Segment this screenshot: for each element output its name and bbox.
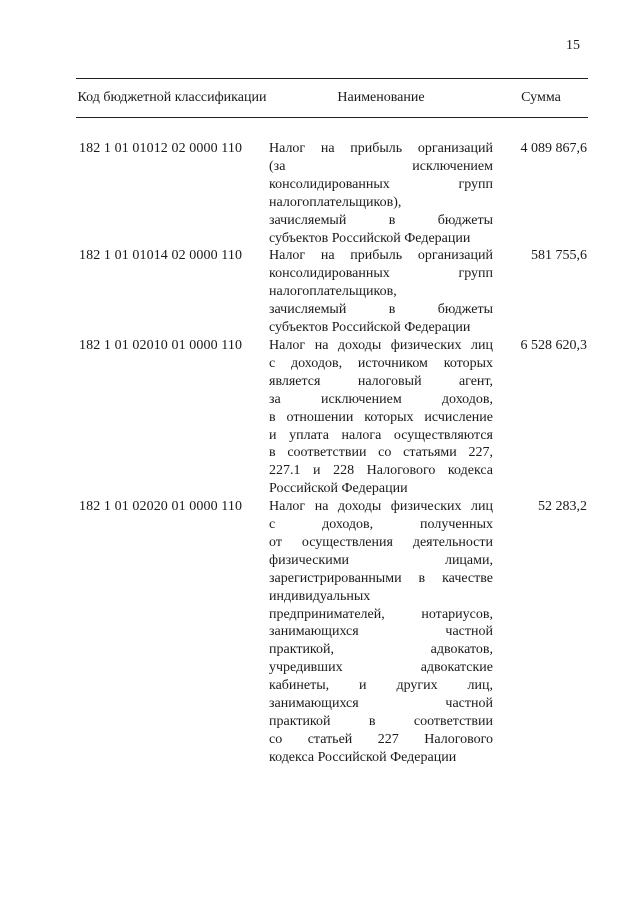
tax-name-line: практикой, адвокатов, bbox=[269, 642, 493, 658]
amount: 4 089 867,6 bbox=[520, 141, 587, 156]
amount: 52 283,2 bbox=[538, 499, 587, 515]
table-row bbox=[79, 247, 587, 337]
tax-name-line: кабинеты, и других лиц, bbox=[269, 678, 493, 694]
amount: 581 755,6 bbox=[531, 248, 587, 264]
tax-name-line: субъектов Российской Федерации bbox=[269, 230, 471, 246]
tax-name-line: учредивших адвокатские bbox=[269, 660, 493, 676]
tax-name-line: Налог на прибыль организаций bbox=[269, 141, 493, 156]
tax-name bbox=[269, 498, 493, 767]
budget-code: 182 1 01 01012 02 0000 110 bbox=[79, 141, 243, 156]
tax-name-line: зарегистрированными в качестве bbox=[269, 570, 493, 586]
tax-name-line: физическими лицами, bbox=[269, 552, 493, 568]
tax-name-line: предпринимателей, нотариусов, bbox=[269, 606, 493, 622]
table-row bbox=[79, 498, 587, 767]
tax-name-line: является налоговый агент, bbox=[269, 373, 493, 389]
tax-name-line: Налог на прибыль организаций bbox=[269, 248, 493, 264]
tax-name-line: (за исключением bbox=[269, 158, 493, 174]
tax-name-line: налогоплательщиков), bbox=[269, 194, 402, 210]
tax-name bbox=[269, 247, 493, 337]
tax-name-line: в соответствии со статьями 227, bbox=[269, 445, 493, 461]
table-row bbox=[79, 140, 587, 247]
tax-name bbox=[269, 337, 493, 498]
tax-name-line: и уплата налога осуществляются bbox=[269, 427, 493, 443]
budget-code: 182 1 01 02020 01 0000 110 bbox=[79, 499, 243, 515]
tax-name-line: Налог на доходы физических лиц bbox=[269, 499, 493, 515]
table-row bbox=[79, 337, 587, 498]
tax-name-line: со статьей 227 Налогового bbox=[269, 731, 493, 747]
tax-name-line: зачисляемый в бюджеты bbox=[269, 212, 493, 228]
tax-name-line: консолидированных групп bbox=[269, 176, 493, 192]
tax-name-line: с доходов, полученных bbox=[269, 517, 493, 533]
budget-code: 182 1 01 02010 01 0000 110 bbox=[79, 337, 243, 353]
tax-name-line: занимающихся частной bbox=[269, 696, 493, 712]
tax-name-line: Налог на доходы физических лиц bbox=[269, 337, 493, 353]
budget-code: 182 1 01 01014 02 0000 110 bbox=[79, 248, 243, 264]
tax-name-line: практикой в соответствии bbox=[269, 714, 493, 729]
page-number: 15 bbox=[566, 38, 580, 53]
tax-name-line: с доходов, источником которых bbox=[269, 355, 493, 371]
amount: 6 528 620,3 bbox=[520, 337, 587, 353]
tax-name-line: субъектов Российской Федерации bbox=[269, 320, 471, 336]
tax-name-line: Российской Федерации bbox=[269, 481, 408, 497]
tax-name-line: налогоплательщиков, bbox=[269, 284, 397, 300]
tax-name-line: занимающихся частной bbox=[269, 624, 493, 640]
tax-name-line: в отношении которых исчисление bbox=[269, 409, 493, 425]
tax-name-line: 227.1 и 228 Налогового кодекса bbox=[269, 463, 493, 479]
header-name: Наименование bbox=[337, 90, 425, 105]
tax-name-line: консолидированных групп bbox=[269, 266, 493, 282]
tax-name-line: кодекса Российской Федерации bbox=[269, 749, 457, 765]
tax-name-line: индивидуальных bbox=[269, 588, 371, 604]
table-body bbox=[79, 140, 587, 767]
tax-name-line: за исключением доходов, bbox=[269, 391, 493, 407]
tax-name bbox=[269, 140, 493, 247]
table-header bbox=[76, 78, 588, 118]
header-code: Код бюджетной классификации bbox=[77, 90, 267, 105]
tax-name-line: зачисляемый в бюджеты bbox=[269, 302, 493, 318]
tax-name-line: от осуществления деятельности bbox=[269, 534, 493, 550]
header-sum: Сумма bbox=[521, 90, 561, 105]
